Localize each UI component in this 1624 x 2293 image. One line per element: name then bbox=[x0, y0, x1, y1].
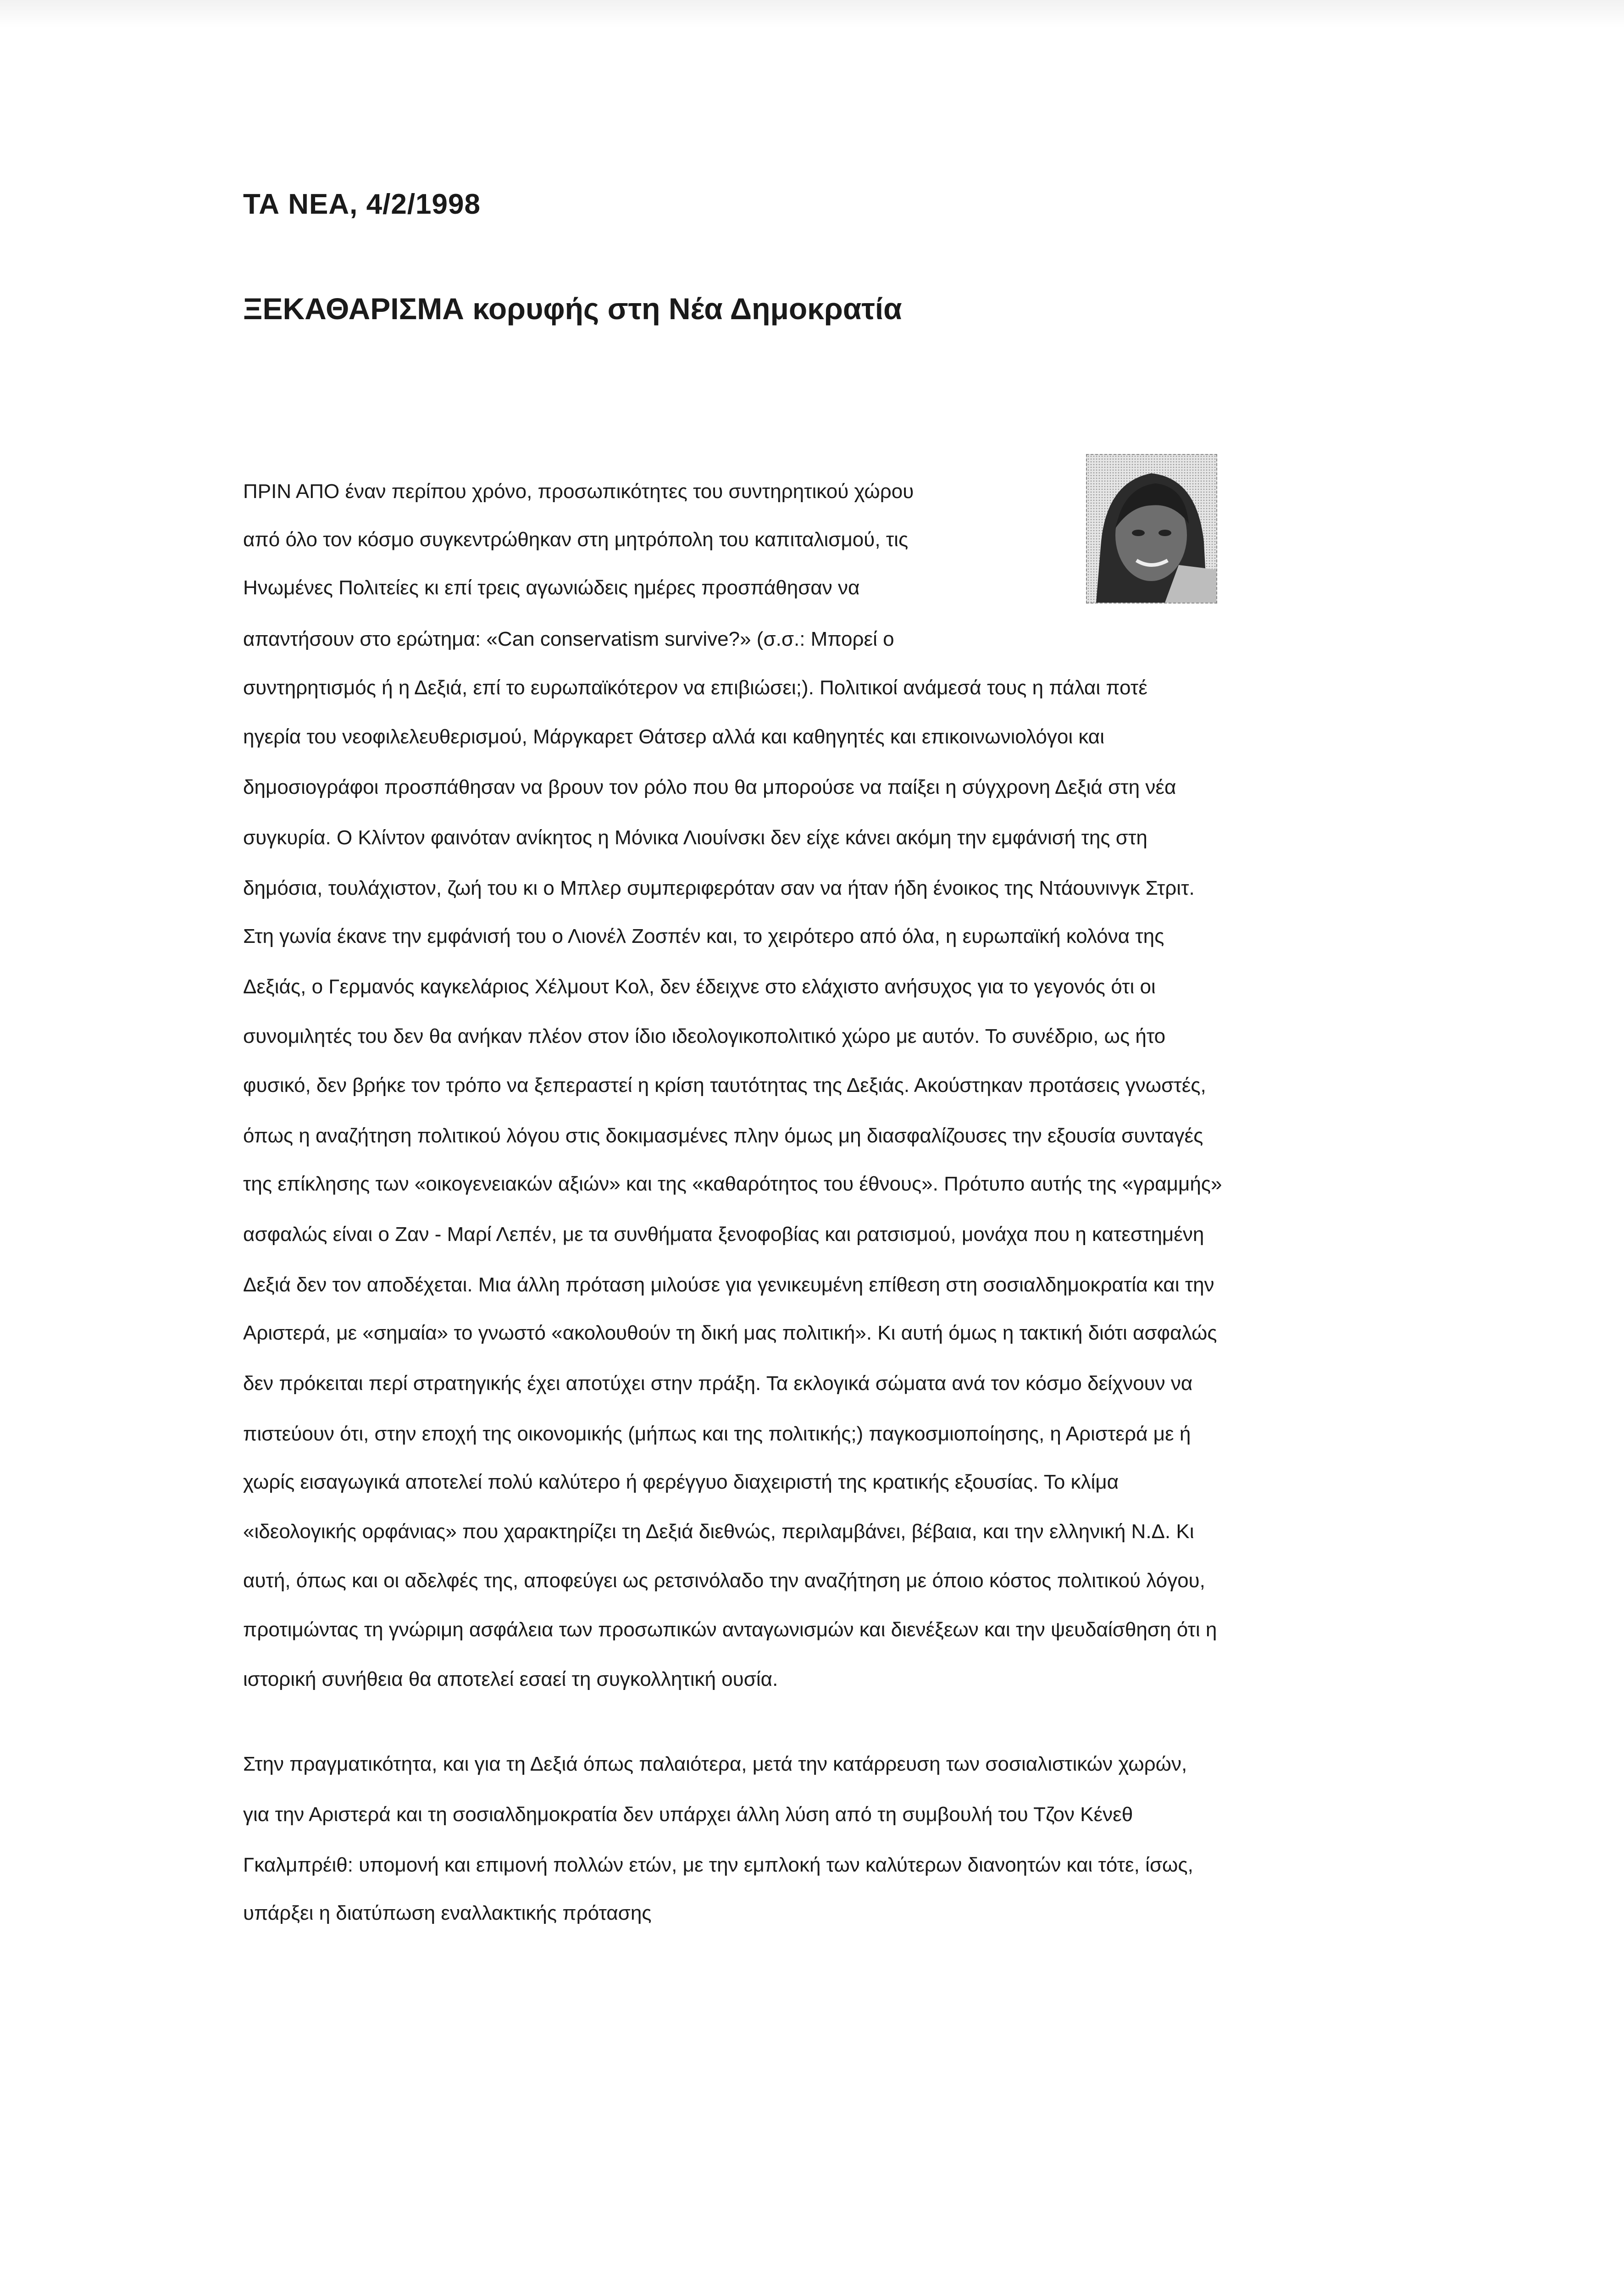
body-line: όπως η αναζήτηση πολιτικού λόγου στις δοκιμασμένες πλην όμως μη διασφαλίζουσες την εξουσία συνταγές bbox=[243, 1124, 1203, 1147]
body-line: προτιμώντας τη γνώριμη ασφάλεια των προσωπικών ανταγωνισμών και διενέξεων και την ψευδαίσθηση ότι η bbox=[243, 1618, 1217, 1641]
body-line: Στη γωνία έκανε την εμφάνισή του ο Λιονέλ Ζοσπέν και, το χειρότερο από όλα, η ευρωπαϊκή κολόνα της bbox=[243, 925, 1164, 947]
body-line: συντηρητισμός ή η Δεξιά, επί το ευρωπαϊκότερον να επιβιώσει;). Πολιτικοί ανάμεσά τους η πάλαι ποτέ bbox=[243, 676, 1147, 699]
portrait-photo-icon bbox=[1086, 454, 1217, 604]
body-line: υπάρξει η διατύπωση εναλλακτικής πρότασης bbox=[243, 1902, 652, 1924]
body-line: ηγερία του νεοφιλελευθερισμού, Μάργκαρετ Θάτσερ αλλά και καθηγητές και επικοινωνιολόγοι και bbox=[243, 726, 1104, 748]
body-line: για την Αριστερά και τη σοσιαλδημοκρατία δεν υπάρχει άλλη λύση από τη συμβουλή του Τζον Κένεθ bbox=[243, 1803, 1133, 1826]
body-line: δημόσια, τουλάχιστον, ζωή του κι ο Μπλερ συμπεριφερόταν σαν να ήταν ήδη ένοικος της Ντάουνινγκ Στριτ. bbox=[243, 877, 1195, 899]
body-line: Γκαλμπρέιθ: υπομονή και επιμονή πολλών ετών, με την εμπλοκή των καλύτερων διανοητών και τότε, ίσως, bbox=[243, 1854, 1193, 1876]
body-line: ΠΡΙΝ ΑΠΟ έναν περίπου χρόνο, προσωπικότητες του συντηρητικού χώρου bbox=[243, 480, 914, 503]
scan-edge bbox=[0, 0, 1624, 28]
body-line: συνομιλητές του δεν θα ανήκαν πλέον στον ίδιο ιδεολογικοπολιτικό χώρο με αυτόν. Το συνέδριο, ως ήτο bbox=[243, 1025, 1166, 1047]
body-line: φυσικό, δεν βρήκε τον τρόπο να ξεπεραστεί η κρίση ταυτότητας της Δεξιάς. Ακούστηκαν προτάσεις γνωστές, bbox=[243, 1074, 1206, 1097]
body-line: της επίκλησης των «οικογενειακών αξιών» και της «καθαρότητος του έθνους». Πρότυπο αυτής της «γραμμής» bbox=[243, 1173, 1222, 1195]
body-line: Ηνωμένες Πολιτείες κι επί τρεις αγωνιώδεις ημέρες προσπάθησαν να bbox=[243, 576, 860, 599]
body-line: Δεξιάς, ο Γερμανός καγκελάριος Χέλμουτ Κολ, δεν έδειχνε στο ελάχιστο ανήσυχος για το γεγονός ότι οι bbox=[243, 975, 1156, 998]
source-date: ΤΑ ΝΕΑ, 4/2/1998 bbox=[243, 188, 481, 220]
body-line: χωρίς εισαγωγικά αποτελεί πολύ καλύτερο ή φερέγγυο διαχειριστή της κρατικής εξουσίας. Το κλίμα bbox=[243, 1471, 1119, 1493]
body-line: «ιδεολογικής ορφάνιας» που χαρακτηρίζει τη Δεξιά διεθνώς, περιλαμβάνει, βέβαια, και την ελληνική Ν.Δ. Κι bbox=[243, 1520, 1194, 1543]
headline: ΞΕΚΑΘΑΡΙΣΜΑ κορυφής στη Νέα Δημοκρατία bbox=[243, 292, 902, 326]
body-line: συγκυρία. Ο Κλίντον φαινόταν ανίκητος η Μόνικα Λιουίνσκι δεν είχε κάνει ακόμη την εμφάνισή της στη bbox=[243, 826, 1147, 849]
body-line: Αριστερά, με «σημαία» το γνωστό «ακολουθούν τη δική μας πολιτική». Κι αυτή όμως η τακτική διότι ασφαλώς bbox=[243, 1322, 1217, 1344]
body-line: αυτή, όπως και οι αδελφές της, αποφεύγει ως ρετσινόλαδο την αναζήτηση με όποιο κόστος πολιτικού λόγου, bbox=[243, 1569, 1205, 1592]
body-line: από όλο τον κόσμο συγκεντρώθηκαν στη μητρόπολη του καπιταλισμού, τις bbox=[243, 528, 909, 551]
body-line: πιστεύουν ότι, στην εποχή της οικονομικής (μήπως και της πολιτικής;) παγκοσμιοποίησης, η Αριστερά με ή bbox=[243, 1423, 1191, 1445]
body-line: ασφαλώς είναι ο Ζαν - Μαρί Λεπέν, με τα συνθήματα ξενοφοβίας και ρατσισμού, μονάχα που η κατεστημένη bbox=[243, 1223, 1204, 1246]
body-line: ιστορική συνήθεια θα αποτελεί εσαεί τη συγκολλητική ουσία. bbox=[243, 1668, 778, 1690]
body-line: Στην πραγματικότητα, και για τη Δεξιά όπως παλαιότερα, μετά την κατάρρευση των σοσιαλιστικών χωρών, bbox=[243, 1753, 1187, 1775]
body-line: δημοσιογράφοι προσπάθησαν να βρουν τον ρόλο που θα μπορούσε να παίξει η σύγχρονη Δεξιά στη νέα bbox=[243, 776, 1176, 798]
body-line: Δεξιά δεν τον αποδέχεται. Μια άλλη πρόταση μιλούσε για γενικευμένη επίθεση στη σοσιαλδημοκρατία και την bbox=[243, 1274, 1214, 1296]
body-line: απαντήσουν στο ερώτημα: «Can conservatism survive?» (σ.σ.: Μπορεί ο bbox=[243, 628, 894, 650]
body-line: δεν πρόκειται περί στρατηγικής έχει αποτύχει στην πράξη. Τα εκλογικά σώματα ανά τον κόσμο δείχνουν να bbox=[243, 1372, 1193, 1395]
